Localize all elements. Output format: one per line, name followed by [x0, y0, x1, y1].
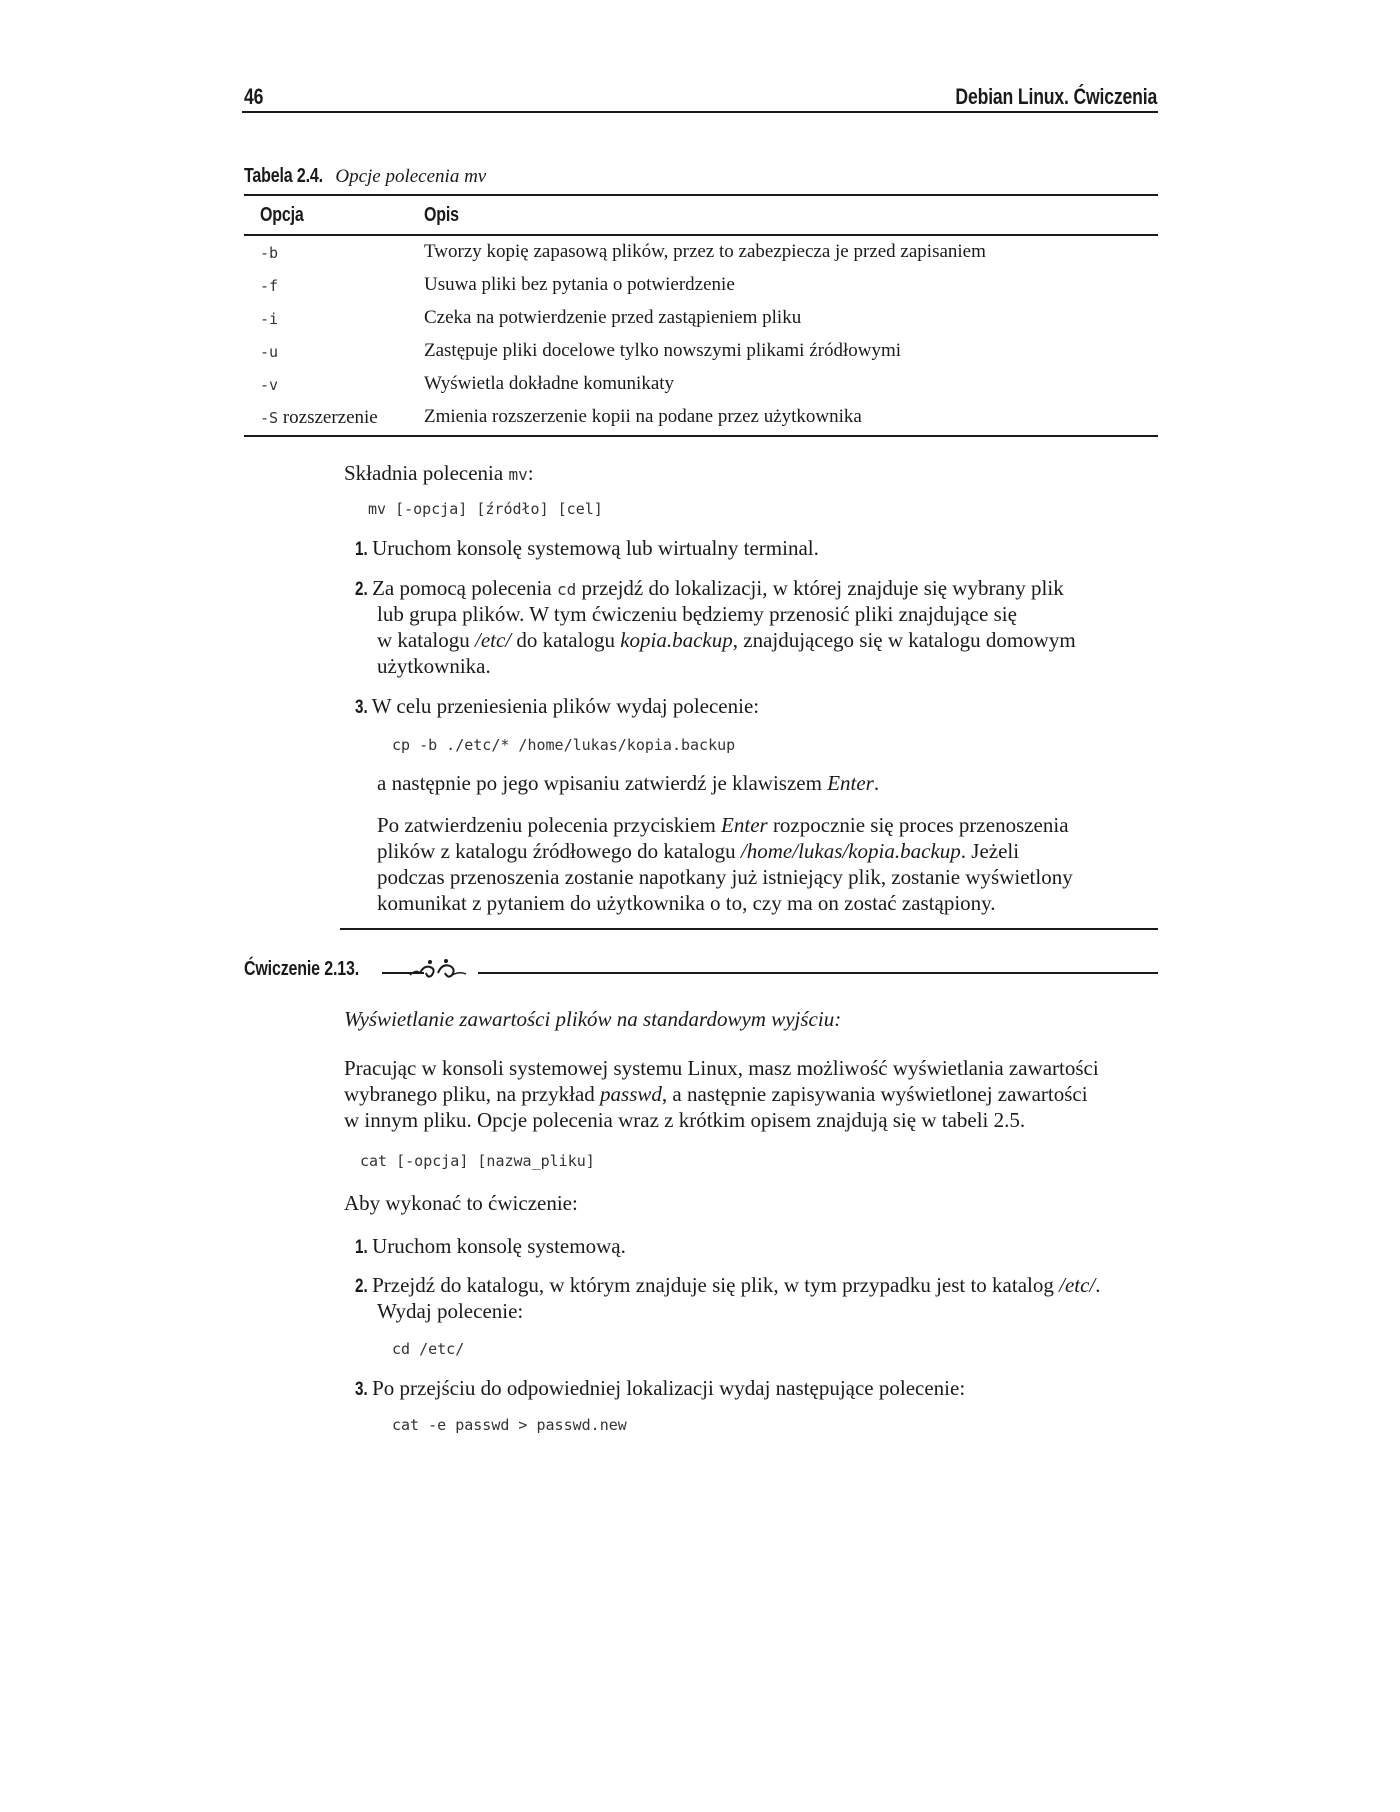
- table-row: -v Wyświetla dokładne komunikaty: [260, 373, 675, 394]
- after-code-text: a następnie po jego wpisaniu zatwierdź je klawiszem Enter.: [377, 771, 880, 795]
- exercise-step-2: 2. Przejdź do katalogu, w którym znajduje się plik, w tym przypadku jest to katalog /etc/.: [355, 1273, 1101, 1297]
- table-top-rule: [244, 194, 1158, 196]
- table-header-rule: [244, 234, 1158, 236]
- section-end-rule: [340, 928, 1158, 930]
- table-body: [244, 238, 1158, 436]
- step-2-line-2: lub grupa plików. W tym ćwiczeniu będziemy przenosić pliki znajdujące się: [377, 602, 1017, 626]
- step-1: 1. Uruchom konsolę systemową lub wirtualny terminal.: [355, 536, 819, 560]
- table-row: -f Usuwa pliki bez pytania o potwierdzenie: [260, 274, 735, 295]
- paragraph-line-4: komunikat z pytaniem do użytkownika o to, czy ma on zostać zastąpiony.: [377, 891, 996, 915]
- code-cd: cd /etc/: [392, 1340, 465, 1358]
- exercise-step-1: 1. Uruchom konsolę systemową.: [355, 1234, 626, 1258]
- step-2-line-3: w katalogu /etc/ do katalogu kopia.backup, znajdującego się w katalogu domowym: [377, 628, 1076, 652]
- table-label: Tabela 2.4.: [244, 165, 323, 187]
- exercise-intro-line-2: wybranego pliku, na przykład passwd, a następnie zapisywania wyświetlonej zawartości: [344, 1082, 1088, 1106]
- table-caption-text: Opcje polecenia mv: [335, 166, 487, 187]
- step-3: 3. W celu przeniesienia plików wydaj polecenie:: [355, 694, 760, 718]
- exercise-intro-line-1: Pracując w konsoli systemowej systemu Linux, masz możliwość wyświetlania zawartości: [344, 1056, 1099, 1080]
- table-row: -S rozszerzenie Zmienia rozszerzenie kopii na podane przez użytkownika: [260, 406, 862, 428]
- paragraph-line-1: Po zatwierdzeniu polecenia przyciskiem Enter rozpocznie się proces przenoszenia: [377, 813, 1069, 837]
- column-header-description: Opis: [424, 204, 459, 226]
- ornament-icon: [380, 955, 480, 983]
- exercise-step-3: 3. Po przejściu do odpowiedniej lokalizacji wydaj następujące polecenie:: [355, 1376, 966, 1400]
- step-2: 2. Za pomocą polecenia cd przejdź do lokalizacji, w której znajduje się wybrany plik: [355, 576, 1064, 600]
- table-bottom-rule: [244, 435, 1158, 437]
- running-title: Debian Linux. Ćwiczenia: [955, 84, 1157, 109]
- syntax-intro: Składnia polecenia mv:: [344, 461, 534, 485]
- step-2-line-4: użytkownika.: [377, 654, 491, 678]
- code-cp: cp -b ./etc/* /home/lukas/kopia.backup: [392, 736, 736, 754]
- exercise-step-2-line-2: Wydaj polecenie:: [377, 1299, 524, 1323]
- column-header-option: Opcja: [260, 204, 304, 226]
- paragraph-line-3: podczas przenoszenia zostanie napotkany już istniejący plik, zostanie wyświetlony: [377, 865, 1073, 889]
- exercise-title: Wyświetlanie zawartości plików na standardowym wyjściu:: [344, 1007, 842, 1031]
- code-mv-syntax: mv [-opcja] [źródło] [cel]: [368, 500, 603, 518]
- table-row: -i Czeka na potwierdzenie przed zastąpieniem pliku: [260, 307, 802, 328]
- how-to-text: Aby wykonać to ćwiczenie:: [344, 1191, 578, 1215]
- table-row: -b Tworzy kopię zapasową plików, przez to zabezpiecza je przed zapisaniem: [260, 241, 986, 262]
- code-cat-e: cat -e passwd > passwd.new: [392, 1416, 627, 1434]
- table-caption: [244, 165, 486, 188]
- table-row: -u Zastępuje pliki docelowe tylko nowszymi plikami źródłowymi: [260, 340, 902, 361]
- exercise-rule: [478, 972, 1158, 974]
- code-cat-syntax: cat [-opcja] [nazwa_pliku]: [360, 1152, 595, 1170]
- page-number: 46: [244, 84, 264, 109]
- header-rule: [242, 111, 1158, 113]
- exercise-intro-line-3: w innym pliku. Opcje polecenia wraz z krótkim opisem znajdują się w tabeli 2.5.: [344, 1108, 1026, 1132]
- exercise-label: Ćwiczenie 2.13.: [244, 958, 359, 980]
- paragraph-line-2: plików z katalogu źródłowego do katalogu /home/lukas/kopia.backup. Jeżeli: [377, 839, 1020, 863]
